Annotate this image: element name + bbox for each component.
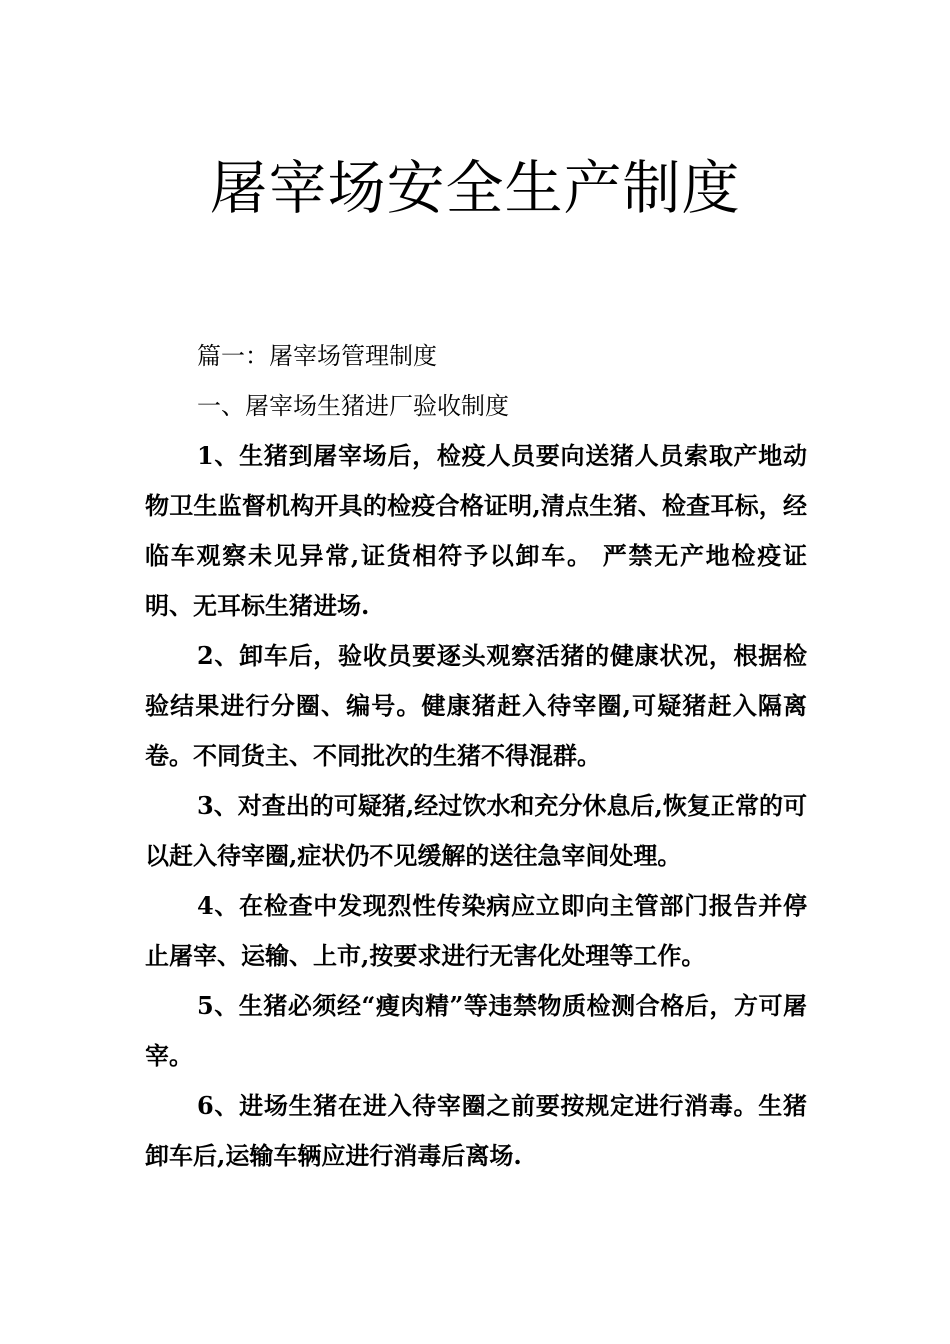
rule-paragraph-6: 6、进场生猪在进入待宰圈之前要按规定进行消毒。生猪卸车后,运输车辆应进行消毒后离场.: [145, 1091, 807, 1170]
rule-paragraph-4: 4、在检查中发现烈性传染病应立即向主管部门报告并停止屠宰、运输、上市,按要求进行无害化处理等工作。: [145, 891, 807, 970]
document-title: 屠宰场安全生产制度: [209, 154, 741, 222]
subsection-heading: 一、屠宰场生猪进厂验收制度: [197, 392, 509, 420]
document-body: [145, 331, 807, 1181]
rule-paragraph-2: 2、卸车后，验收员要逐头观察活猪的健康状况，根据检验结果进行分圈、编号。健康猪赶入待宰圈,可疑猪赶入隔离卷。不同货主、不同批次的生猪不得混群。: [145, 641, 807, 770]
rule-paragraph-5: 5、生猪必须经“瘦肉精”等违禁物质检测合格后，方可屠宰。: [145, 991, 807, 1070]
section-heading: 篇一：屠宰场管理制度: [197, 342, 437, 370]
rule-paragraph-1: 1、生猪到屠宰场后，检疫人员要向送猪人员索取产地动物卫生监督机构开具的检疫合格证明,清点生猪、检查耳标，经临车观察未见异常,证货相符予以卸车。 严禁无产地检疫证明、无耳标生猪进场.: [145, 441, 807, 620]
rule-paragraph-3: 3、对查出的可疑猪,经过饮水和充分休息后,恢复正常的可以赶入待宰圈,症状仍不见缓解的送往急宰间处理。: [145, 791, 807, 870]
